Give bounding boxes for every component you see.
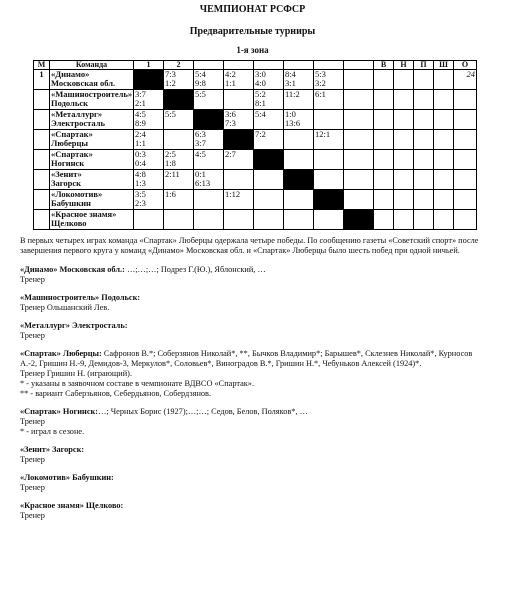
- col-header-wins: В: [374, 61, 394, 70]
- col-header-team: Команда: [50, 61, 134, 70]
- diagonal-black-cell: [194, 110, 224, 130]
- score-cell: [284, 150, 314, 170]
- score-cell: [344, 130, 374, 150]
- score-first-game: 11:2: [285, 89, 300, 99]
- col-header-place: М: [34, 61, 50, 70]
- score-second-game: 8:9: [135, 118, 146, 128]
- col-header-6: [284, 61, 314, 70]
- score-first-game: 5:4: [195, 69, 206, 79]
- losses-cell: [414, 150, 434, 170]
- coach-zenit: Тренер: [20, 455, 45, 464]
- team-cell: [50, 110, 134, 130]
- score-cell: [344, 170, 374, 190]
- table-row: [34, 150, 477, 170]
- goals-cell: [434, 70, 454, 90]
- footnote-spartak-noginsk: * - играл в сезоне.: [20, 427, 85, 436]
- team-cell: [50, 130, 134, 150]
- score-cell: [224, 70, 254, 90]
- score-cell: [254, 210, 284, 230]
- score-first-game: 3:0: [255, 69, 266, 79]
- wins-cell: [374, 110, 394, 130]
- table-row: [34, 210, 477, 230]
- score-first-game: 1:0: [285, 109, 296, 119]
- table-row: [34, 90, 477, 110]
- score-second-game: 0:4: [135, 158, 146, 168]
- wins-cell: [374, 190, 394, 210]
- score-first-game: 1:12: [225, 189, 241, 199]
- col-header-goals: Ш: [434, 61, 454, 70]
- score-first-game: 3:5: [135, 189, 146, 199]
- score-cell: [194, 210, 224, 230]
- wins-cell: [374, 150, 394, 170]
- score-cell: [134, 130, 164, 150]
- col-header-losses: П: [414, 61, 434, 70]
- team-cell: [50, 190, 134, 210]
- col-header-4: [224, 61, 254, 70]
- score-second-game: 3:7: [195, 138, 206, 148]
- team-city: Московская обл.: [51, 78, 116, 88]
- score-first-game: 5:5: [195, 89, 206, 99]
- team-cell: [50, 210, 134, 230]
- diagonal-black-cell: [284, 170, 314, 190]
- score-cell: [134, 90, 164, 110]
- intro-paragraph: В первых четырех играх команда «Спартак» Люберцы одержала четыре победы. По сообщению газеты «Советский спорт» после завершения первого круга у команд «Динамо» Московская обл. и «Спартак» Люберцы было шесть побед при одной ничьей.: [20, 236, 479, 255]
- score-cell: [224, 90, 254, 110]
- goals-cell: [434, 90, 454, 110]
- score-cell: [224, 110, 254, 130]
- score-cell: [224, 190, 254, 210]
- place-cell: [34, 190, 50, 210]
- place-cell: [34, 210, 50, 230]
- wins-cell: [374, 70, 394, 90]
- table-row: [34, 70, 477, 90]
- col-header-7: [314, 61, 344, 70]
- place-cell: [34, 130, 50, 150]
- score-first-game: 3:6: [225, 109, 236, 119]
- score-cell: [134, 210, 164, 230]
- score-cell: [134, 190, 164, 210]
- score-first-game: 7:3: [165, 69, 176, 79]
- team-name: «Спартак»: [51, 149, 93, 159]
- score-cell: [224, 170, 254, 190]
- goals-cell: [434, 110, 454, 130]
- score-cell: [314, 170, 344, 190]
- score-first-game: 6:1: [315, 89, 326, 99]
- goals-cell: [434, 170, 454, 190]
- notes-section: [20, 236, 490, 521]
- score-first-game: 0:1: [195, 169, 206, 179]
- score-cell: [284, 190, 314, 210]
- diagonal-black-cell: [164, 90, 194, 110]
- score-cell: [164, 130, 194, 150]
- diagonal-black-cell: [224, 130, 254, 150]
- team-name-mashinostroitel: «Машиностроитель» Подольск:: [20, 293, 141, 302]
- roster-spartak-lyubertsy: Сафронов В.*; Соберзянов Николай*, **, Бычков Владимир*; Барышев*, Склезнев Николай*, Курносов А.-2, Гришин Н.-9, Демидов-3, Меркулов*, Соловьев*, Виноградов В.*, Гришин Н.*, Чебуньков Алексей (1924)*.: [20, 349, 473, 368]
- score-first-game: 5:4: [255, 109, 266, 119]
- score-cell: [314, 110, 344, 130]
- table-row: [34, 130, 477, 150]
- wins-cell: [374, 170, 394, 190]
- table-header-row: [34, 61, 477, 70]
- team-name-dynamo: «Динамо» Московская обл.:: [20, 265, 125, 274]
- col-header-1: 1: [134, 61, 164, 70]
- score-second-game: 1:1: [135, 138, 146, 148]
- score-cell: [284, 70, 314, 90]
- diagonal-black-cell: [134, 70, 164, 90]
- coach-dynamo: Тренер: [20, 275, 45, 284]
- place-cell: 1: [34, 70, 50, 90]
- score-first-game: 2:11: [165, 169, 180, 179]
- score-first-game: 4:8: [135, 169, 146, 179]
- score-cell: [344, 70, 374, 90]
- coach-spartak-lyubertsy: Тренер Гришин Н. (играющий).: [20, 369, 133, 378]
- score-second-game: 8:1: [255, 98, 266, 108]
- draws-cell: [394, 110, 414, 130]
- col-header-5: [254, 61, 284, 70]
- team-cell: [50, 150, 134, 170]
- draws-cell: [394, 170, 414, 190]
- score-cell: [314, 130, 344, 150]
- score-cell: [314, 150, 344, 170]
- score-first-game: 2:5: [165, 149, 176, 159]
- score-second-game: 1:3: [135, 178, 146, 188]
- zone-title: 1-я зона: [236, 45, 269, 55]
- score-cell: [314, 90, 344, 110]
- score-first-game: 12:1: [315, 129, 331, 139]
- draws-cell: [394, 130, 414, 150]
- score-first-game: 5:2: [255, 89, 266, 99]
- coach-lokomotiv: Тренер: [20, 483, 45, 492]
- coach-metallurg: Тренер: [20, 331, 45, 340]
- table-row: [34, 170, 477, 190]
- goals-cell: [434, 130, 454, 150]
- team-name: «Зенит»: [51, 169, 82, 179]
- score-cell: [284, 210, 314, 230]
- team-name-metallurg: «Металлург» Электросталь:: [20, 321, 128, 330]
- draws-cell: [394, 210, 414, 230]
- table-row: [34, 110, 477, 130]
- points-cell: [454, 190, 477, 210]
- coach-krasnoe-znamya: Тренер: [20, 511, 45, 520]
- score-cell: [284, 110, 314, 130]
- score-first-game: 8:4: [285, 69, 296, 79]
- score-cell: [224, 150, 254, 170]
- coach-mashinostroitel: Тренер Ольшанский Лев.: [20, 303, 110, 312]
- team-name-lokomotiv: «Локомотив» Бабушкин:: [20, 473, 114, 482]
- score-first-game: 5:5: [165, 109, 176, 119]
- losses-cell: [414, 170, 434, 190]
- score-cell: [254, 190, 284, 210]
- score-second-game: 6:13: [195, 178, 211, 188]
- score-cell: [284, 90, 314, 110]
- team-name: «Динамо»: [51, 69, 90, 79]
- score-cell: [344, 90, 374, 110]
- score-second-game: 13:6: [285, 118, 301, 128]
- col-header-2: 2: [164, 61, 194, 70]
- score-cell: [284, 130, 314, 150]
- score-cell: [254, 170, 284, 190]
- score-cell: [314, 70, 344, 90]
- footnote-spartak-1: * - указаны в заявочном составе в чемпионате ВДВСО «Спартак».: [20, 379, 255, 388]
- draws-cell: [394, 90, 414, 110]
- losses-cell: [414, 90, 434, 110]
- team-name-spartak-lyubertsy: «Спартак» Люберцы:: [20, 349, 102, 358]
- losses-cell: [414, 190, 434, 210]
- score-cell: [164, 190, 194, 210]
- score-first-game: 2:4: [135, 129, 146, 139]
- score-cell: [164, 110, 194, 130]
- score-second-game: 2:1: [135, 98, 146, 108]
- col-header-points: О: [454, 61, 477, 70]
- score-cell: [254, 110, 284, 130]
- draws-cell: [394, 190, 414, 210]
- score-cell: [164, 150, 194, 170]
- team-city: Подольск: [51, 98, 88, 108]
- team-cell: [50, 90, 134, 110]
- score-second-game: 3:1: [285, 78, 296, 88]
- team-city: Щелково: [51, 218, 87, 228]
- score-cell: [254, 130, 284, 150]
- score-first-game: 3:7: [135, 89, 146, 99]
- points-cell: [454, 90, 477, 110]
- losses-cell: [414, 110, 434, 130]
- score-first-game: 2:7: [225, 149, 236, 159]
- score-cell: [194, 70, 224, 90]
- score-cell: [194, 90, 224, 110]
- score-first-game: 5:3: [315, 69, 326, 79]
- score-cell: [224, 210, 254, 230]
- score-cell: [344, 190, 374, 210]
- tournament-subtitle: Предварительные турниры: [189, 26, 316, 37]
- score-cell: [254, 90, 284, 110]
- score-second-game: 7:3: [225, 118, 236, 128]
- col-header-3: [194, 61, 224, 70]
- score-cell: [134, 150, 164, 170]
- wins-cell: [374, 210, 394, 230]
- team-cell: [50, 70, 134, 90]
- score-first-game: 4:5: [135, 109, 146, 119]
- standings-table: [33, 60, 477, 230]
- wins-cell: [374, 130, 394, 150]
- team-name-zenit: «Зенит» Загорск:: [20, 445, 85, 454]
- diagonal-black-cell: [344, 210, 374, 230]
- score-first-game: 4:5: [195, 149, 206, 159]
- points-cell: [454, 150, 477, 170]
- wins-cell: [374, 90, 394, 110]
- points-cell: [454, 110, 477, 130]
- score-cell: [344, 110, 374, 130]
- team-name: «Спартак»: [51, 129, 93, 139]
- roster-dynamo: …;…;…; Подрез Г.(Ю.), Яблонский, …: [126, 265, 266, 274]
- score-cell: [134, 170, 164, 190]
- score-second-game: 3:2: [315, 78, 326, 88]
- score-second-game: 4:0: [255, 78, 266, 88]
- place-cell: [34, 110, 50, 130]
- team-name: «Красное знамя»: [51, 209, 117, 219]
- team-name-krasnoe-znamya: «Красное знамя» Щелково:: [20, 501, 124, 510]
- score-second-game: 9:8: [195, 78, 206, 88]
- col-header-draws: Н: [394, 61, 414, 70]
- score-cell: [254, 70, 284, 90]
- goals-cell: [434, 190, 454, 210]
- goals-cell: [434, 150, 454, 170]
- score-first-game: 6:3: [195, 129, 206, 139]
- roster-spartak-noginsk: …; Черных Борис (1927);…;…; Седов, Белов, Поляков*, …: [98, 407, 308, 416]
- place-cell: [34, 170, 50, 190]
- losses-cell: [414, 70, 434, 90]
- score-second-game: 1:2: [165, 78, 176, 88]
- score-cell: [164, 210, 194, 230]
- place-cell: [34, 90, 50, 110]
- score-cell: [194, 130, 224, 150]
- score-cell: [164, 70, 194, 90]
- team-city: Бабушкин: [51, 198, 91, 208]
- score-second-game: 1:1: [225, 78, 236, 88]
- goals-cell: [434, 210, 454, 230]
- team-city: Ногинск: [51, 158, 85, 168]
- score-cell: [194, 150, 224, 170]
- team-name: «Машиностроитель»: [51, 89, 133, 99]
- page-title: ЧЕМПИОНАТ РСФСР: [199, 4, 306, 15]
- place-cell: [34, 150, 50, 170]
- score-first-game: 4:2: [225, 69, 236, 79]
- team-name: «Металлург»: [51, 109, 103, 119]
- coach-spartak-noginsk: Тренер: [20, 417, 45, 426]
- points-cell: [454, 130, 477, 150]
- team-city: Электросталь: [51, 118, 105, 128]
- losses-cell: [414, 130, 434, 150]
- team-city: Люберцы: [51, 138, 89, 148]
- score-cell: [194, 170, 224, 190]
- score-second-game: 2:3: [135, 198, 146, 208]
- team-name-spartak-noginsk: «Спартак» Ногинск:: [20, 407, 99, 416]
- diagonal-black-cell: [314, 190, 344, 210]
- points-cell: [454, 170, 477, 190]
- score-cell: [134, 110, 164, 130]
- team-city: Загорск: [51, 178, 82, 188]
- table-row: [34, 190, 477, 210]
- draws-cell: [394, 70, 414, 90]
- team-name: «Локомотив»: [51, 189, 103, 199]
- diagonal-black-cell: [254, 150, 284, 170]
- score-cell: [344, 150, 374, 170]
- team-cell: [50, 170, 134, 190]
- score-cell: [194, 190, 224, 210]
- col-header-8: [344, 61, 374, 70]
- footnote-spartak-2: ** - вариант Саберзьянов, Себердьянов, Собердзянов.: [20, 389, 212, 398]
- points-cell: 24: [454, 70, 477, 90]
- score-second-game: 1:8: [165, 158, 176, 168]
- points-cell: [454, 210, 477, 230]
- losses-cell: [414, 210, 434, 230]
- score-first-game: 0:3: [135, 149, 146, 159]
- score-cell: [164, 170, 194, 190]
- score-first-game: 7:2: [255, 129, 266, 139]
- draws-cell: [394, 150, 414, 170]
- score-first-game: 1:6: [165, 189, 176, 199]
- score-cell: [314, 210, 344, 230]
